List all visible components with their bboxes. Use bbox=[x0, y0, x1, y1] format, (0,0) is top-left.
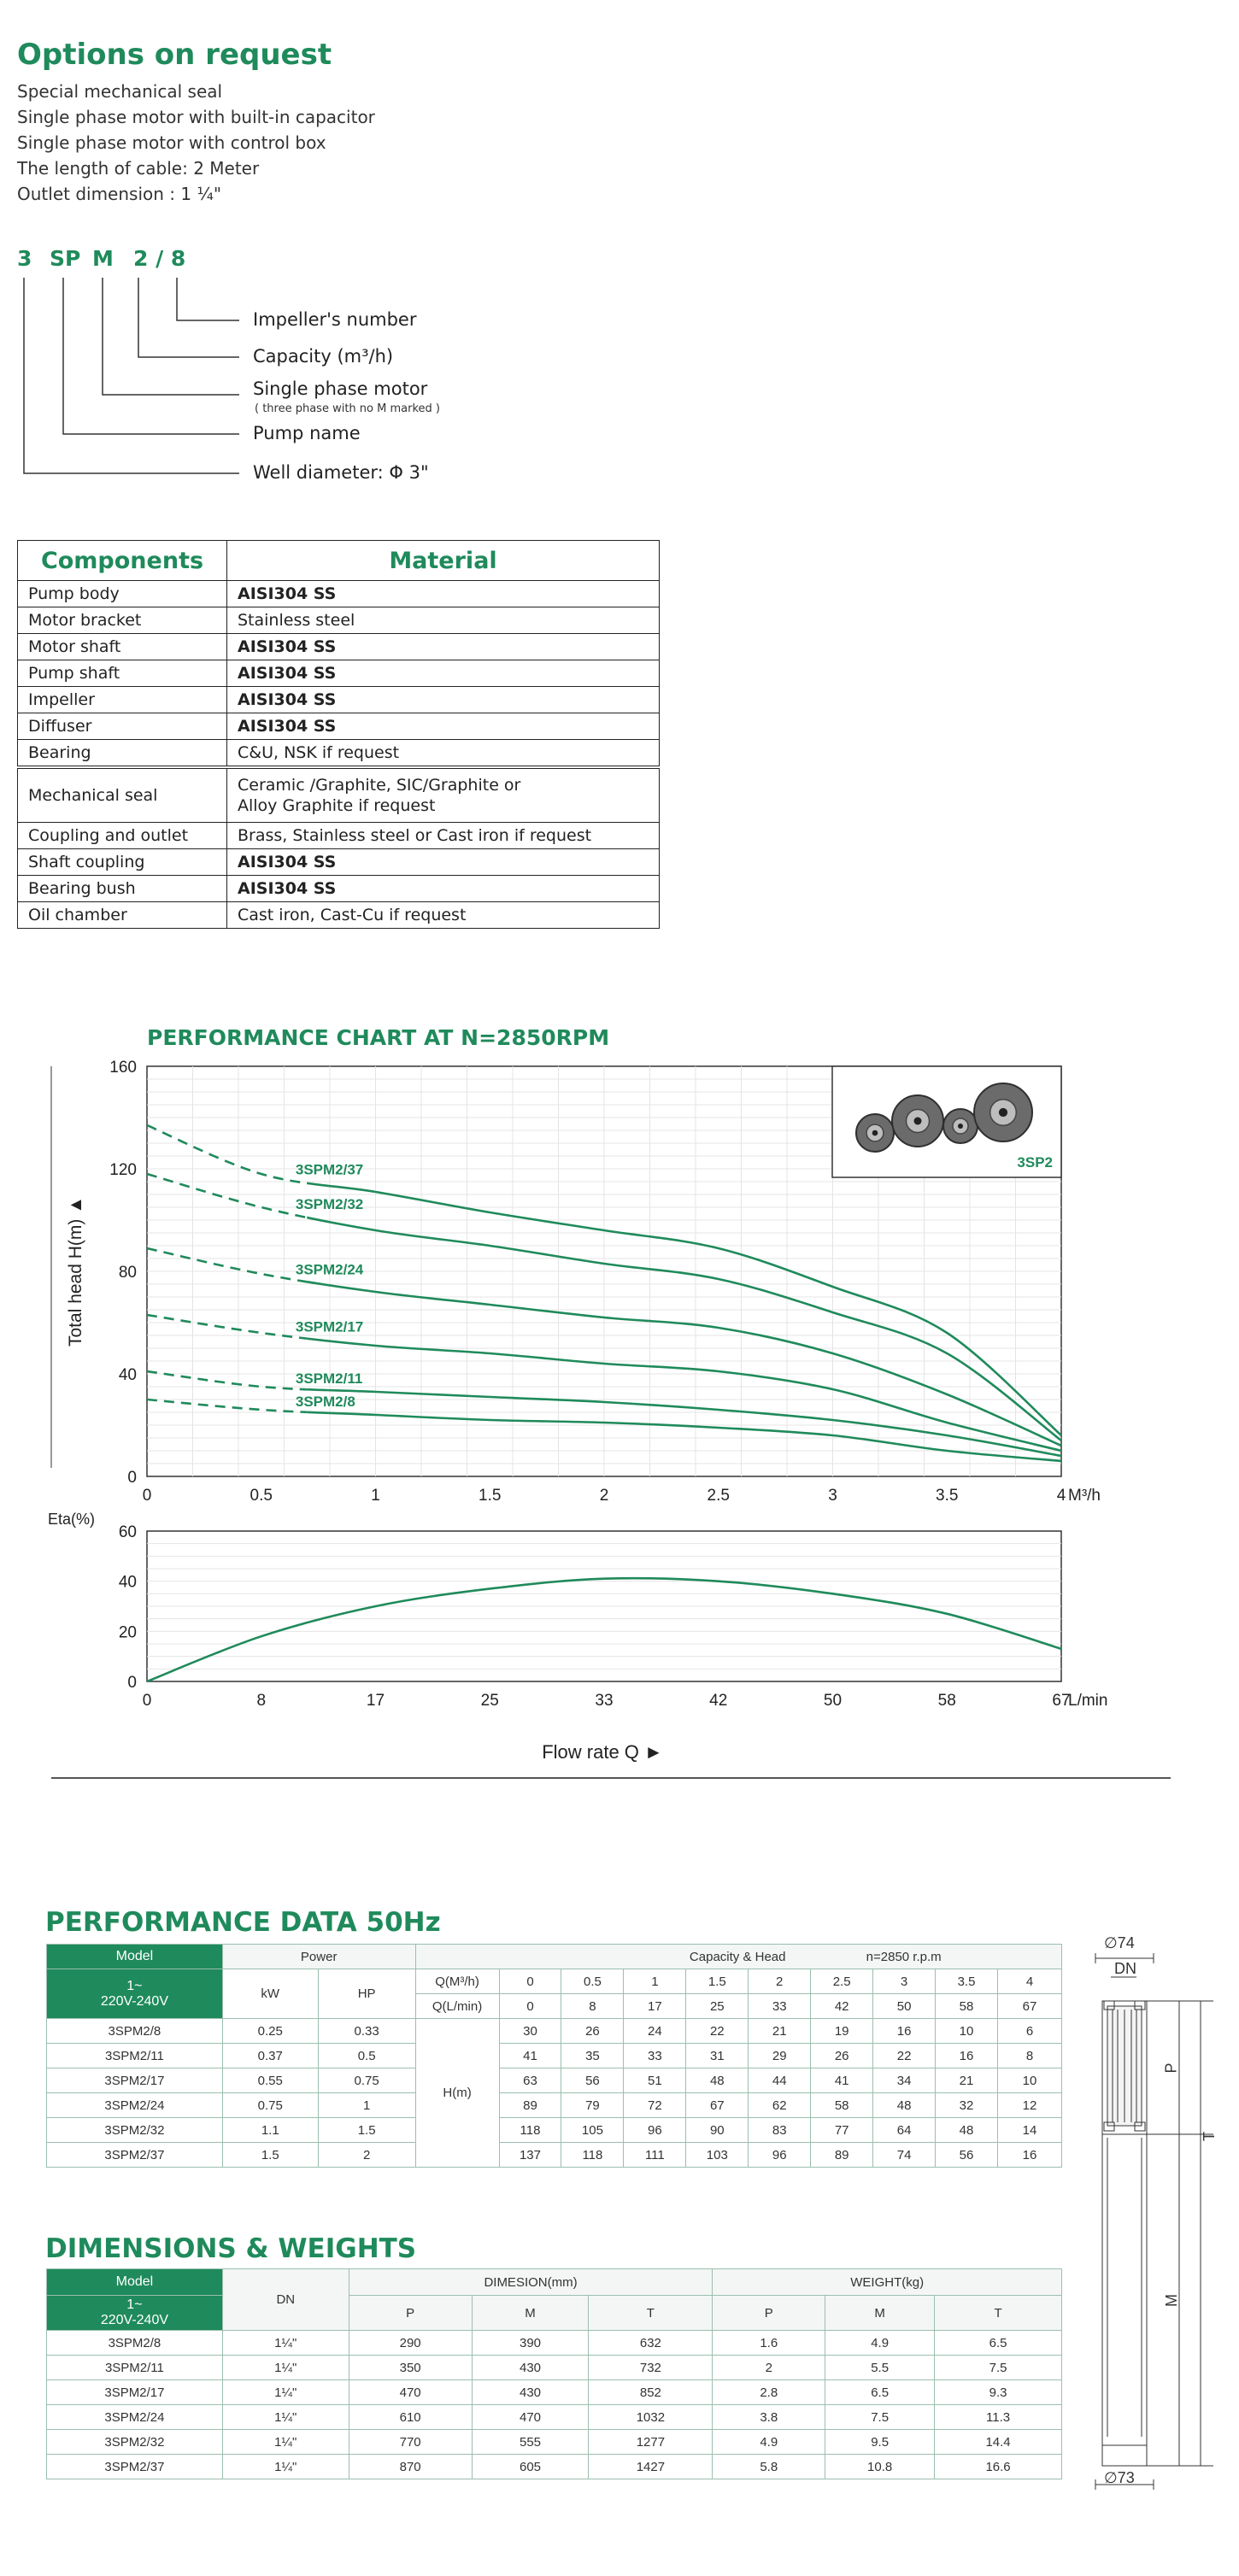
q-m3-cell: 1.5 bbox=[686, 1969, 749, 1994]
kw-cell: 1.5 bbox=[222, 2143, 318, 2168]
weight-cell: 7.5 bbox=[935, 2356, 1062, 2380]
x-tick-label: 3 bbox=[828, 1487, 837, 1505]
dim-col-t: T bbox=[589, 2296, 713, 2331]
model-cell: 3SPM2/17 bbox=[47, 2380, 223, 2405]
code-pump: SP bbox=[50, 246, 81, 271]
dimension-cell: 1427 bbox=[589, 2455, 713, 2479]
head-cell: 63 bbox=[499, 2068, 561, 2093]
model-cell: 3SPM2/24 bbox=[47, 2405, 223, 2430]
q-l-cell: 58 bbox=[936, 1994, 998, 2019]
perf-table bbox=[46, 1944, 1062, 2168]
kw-cell: 0.75 bbox=[222, 2093, 318, 2118]
series-label: 3SPM2/32 bbox=[295, 1196, 364, 1213]
eta-chart bbox=[34, 1511, 1162, 1763]
head-cell: 51 bbox=[624, 2068, 686, 2093]
dimension-cell: 605 bbox=[472, 2455, 589, 2479]
dims-table bbox=[46, 2268, 1062, 2479]
component-cell: Shaft coupling bbox=[18, 849, 227, 876]
dimension-cell: 555 bbox=[472, 2430, 589, 2455]
q-l-cell: 8 bbox=[561, 1994, 624, 2019]
x-tick-label: 1 bbox=[371, 1487, 380, 1505]
material-cell: AISI304 SS bbox=[227, 581, 660, 607]
head-cell: 74 bbox=[873, 2143, 936, 2168]
y-tick-label: 40 bbox=[118, 1573, 137, 1592]
weight-cell: 3.8 bbox=[713, 2405, 825, 2430]
head-cell: 26 bbox=[561, 2019, 624, 2044]
component-cell: Diffuser bbox=[18, 713, 227, 740]
table-row bbox=[18, 902, 660, 929]
perf-power-header: Power bbox=[222, 1945, 415, 1969]
dimension-cell: 732 bbox=[589, 2356, 713, 2380]
head-cell: 10 bbox=[997, 2068, 1061, 2093]
hp-cell: 0.33 bbox=[318, 2019, 415, 2044]
series-label: 3SPM2/8 bbox=[295, 1393, 355, 1410]
head-cell: 32 bbox=[936, 2093, 998, 2118]
q-m3-cell: 2 bbox=[749, 1969, 811, 1994]
head-cell: 56 bbox=[561, 2068, 624, 2093]
head-cell: 96 bbox=[624, 2118, 686, 2143]
dimension-cell: 870 bbox=[349, 2455, 472, 2479]
bottom-diameter-label: ∅73 bbox=[1104, 2469, 1135, 2486]
model-cell: 3SPM2/11 bbox=[47, 2044, 223, 2068]
material-cell: Brass, Stainless steel or Cast iron if request bbox=[227, 823, 660, 849]
table-row bbox=[47, 2380, 1062, 2405]
hp-header: HP bbox=[318, 1969, 415, 2019]
head-cell: 10 bbox=[936, 2019, 998, 2044]
model-code-diagram bbox=[0, 239, 598, 496]
head-cell: 48 bbox=[873, 2093, 936, 2118]
weight-cell: 2.8 bbox=[713, 2380, 825, 2405]
kw-cell: 0.25 bbox=[222, 2019, 318, 2044]
weight-cell: 4.9 bbox=[825, 2331, 935, 2356]
kw-header: kW bbox=[222, 1969, 318, 2019]
material-cell: AISI304 SS bbox=[227, 713, 660, 740]
x-tick-label: 67 bbox=[1052, 1692, 1071, 1710]
head-cell: 35 bbox=[561, 2044, 624, 2068]
head-cell: 8 bbox=[997, 2044, 1061, 2068]
weight-col-t: T bbox=[935, 2296, 1062, 2331]
head-cell: 16 bbox=[997, 2143, 1061, 2168]
q-m3-cell: 0 bbox=[499, 1969, 561, 1994]
t-label: T bbox=[1201, 2132, 1218, 2141]
weight-cell: 14.4 bbox=[935, 2430, 1062, 2455]
component-cell: Impeller bbox=[18, 687, 227, 713]
head-cell: 64 bbox=[873, 2118, 936, 2143]
table-row bbox=[47, 2455, 1062, 2479]
series-label: 3SPM2/24 bbox=[295, 1261, 364, 1278]
impeller-bore bbox=[914, 1118, 922, 1125]
table-row bbox=[47, 2405, 1062, 2430]
perf-table-body bbox=[47, 2019, 1062, 2168]
y-tick-label: 160 bbox=[109, 1059, 137, 1077]
dims-table-body bbox=[47, 2331, 1062, 2479]
table-row bbox=[47, 2331, 1062, 2356]
q-m3-cell: 4 bbox=[997, 1969, 1061, 1994]
x-axis-unit: M³/h bbox=[1068, 1487, 1101, 1505]
head-cell: 21 bbox=[749, 2019, 811, 2044]
x-tick-label: 0 bbox=[142, 1487, 152, 1505]
material-cell: Cast iron, Cast-Cu if request bbox=[227, 902, 660, 929]
y-tick-label: 0 bbox=[127, 1469, 137, 1487]
model-cell: 3SPM2/24 bbox=[47, 2093, 223, 2118]
weight-cell: 5.5 bbox=[825, 2356, 935, 2380]
dimension-cell: 350 bbox=[349, 2356, 472, 2380]
x-tick-label: 0 bbox=[142, 1692, 152, 1710]
hp-cell: 0.5 bbox=[318, 2044, 415, 2068]
series-label: 3SPM2/37 bbox=[295, 1161, 364, 1178]
code-motor: M bbox=[92, 246, 114, 271]
head-cell: 118 bbox=[499, 2118, 561, 2143]
y-tick-label: 20 bbox=[118, 1623, 137, 1642]
head-cell: 44 bbox=[749, 2068, 811, 2093]
q-l-cell: 67 bbox=[997, 1994, 1061, 2019]
pump-dimension-drawing bbox=[1085, 1933, 1230, 2497]
m-label: M bbox=[1163, 2294, 1180, 2307]
option-line: Outlet dimension : 1 ¼" bbox=[17, 184, 222, 204]
head-cell: 56 bbox=[936, 2143, 998, 2168]
head-cell: 105 bbox=[561, 2118, 624, 2143]
label-well: Well diameter: Φ 3" bbox=[253, 462, 429, 483]
perf-title: PERFORMANCE DATA 50Hz bbox=[45, 1907, 441, 1938]
q-m3-cell: 3 bbox=[873, 1969, 936, 1994]
dn-cell: 1¼" bbox=[222, 2380, 349, 2405]
component-cell: Pump shaft bbox=[18, 660, 227, 687]
material-cell: Ceramic /Graphite, SIC/Graphite or Alloy Graphite if request bbox=[227, 767, 660, 823]
table-row bbox=[47, 2044, 1062, 2068]
hm-label: H(m) bbox=[415, 2019, 499, 2168]
option-line: Single phase motor with built-in capacitor bbox=[17, 107, 375, 127]
top-diameter-label: ∅74 bbox=[1104, 1934, 1135, 1951]
table-row bbox=[47, 2019, 1062, 2044]
head-cell: 12 bbox=[997, 2093, 1061, 2118]
component-cell: Bearing bush bbox=[18, 876, 227, 902]
head-cell: 90 bbox=[686, 2118, 749, 2143]
head-cell: 30 bbox=[499, 2019, 561, 2044]
x-tick-label: 42 bbox=[709, 1692, 728, 1710]
perf-model-header: Model bbox=[47, 1945, 223, 1969]
table-row bbox=[18, 823, 660, 849]
x-tick-label: 4 bbox=[1056, 1487, 1066, 1505]
table-row bbox=[18, 581, 660, 607]
model-cell: 3SPM2/17 bbox=[47, 2068, 223, 2093]
y-tick-label: 40 bbox=[118, 1366, 137, 1384]
material-cell: AISI304 SS bbox=[227, 849, 660, 876]
material-cell: AISI304 SS bbox=[227, 687, 660, 713]
x-axis-unit: L/min bbox=[1068, 1692, 1108, 1710]
q-l-cell: 33 bbox=[749, 1994, 811, 2019]
head-cell: 19 bbox=[811, 2019, 873, 2044]
chart-divider bbox=[51, 1777, 1171, 1779]
kw-cell: 1.1 bbox=[222, 2118, 318, 2143]
head-cell: 83 bbox=[749, 2118, 811, 2143]
phase-label: 1~ bbox=[126, 2297, 143, 2312]
dimension-cell: 430 bbox=[472, 2356, 589, 2380]
x-tick-label: 2 bbox=[599, 1487, 609, 1505]
head-cell: 33 bbox=[624, 2044, 686, 2068]
x-tick-label: 25 bbox=[480, 1692, 499, 1710]
dn-cell: 1¼" bbox=[222, 2356, 349, 2380]
dn-cell: 1¼" bbox=[222, 2331, 349, 2356]
dn-label: DN bbox=[1114, 1960, 1136, 1977]
series-label: 3SPM2/11 bbox=[295, 1370, 363, 1387]
x-tick-label: 33 bbox=[595, 1692, 614, 1710]
q-l-cell: 25 bbox=[686, 1994, 749, 2019]
y-axis-label: Eta(%) bbox=[48, 1511, 96, 1528]
x-tick-label: 3.5 bbox=[936, 1487, 959, 1505]
table-row bbox=[18, 767, 660, 823]
weight-cell: 10.8 bbox=[825, 2455, 935, 2479]
material-cell: AISI304 SS bbox=[227, 634, 660, 660]
x-axis-title: Flow rate Q ► bbox=[542, 1741, 663, 1763]
dn-cell: 1¼" bbox=[222, 2430, 349, 2455]
table-row bbox=[47, 2430, 1062, 2455]
head-cell: 26 bbox=[811, 2044, 873, 2068]
component-cell: Pump body bbox=[18, 581, 227, 607]
material-cell: Stainless steel bbox=[227, 607, 660, 634]
options-list bbox=[17, 79, 375, 207]
dimension-cell: 770 bbox=[349, 2430, 472, 2455]
code-well: 3 bbox=[17, 246, 32, 271]
component-cell: Bearing bbox=[18, 740, 227, 768]
x-tick-label: 0.5 bbox=[250, 1487, 273, 1505]
chart-title: PERFORMANCE CHART AT N=2850RPM bbox=[147, 1025, 610, 1050]
head-cell: 31 bbox=[686, 2044, 749, 2068]
component-cell: Coupling and outlet bbox=[18, 823, 227, 849]
weight-cell: 1.6 bbox=[713, 2331, 825, 2356]
voltage-label: 220V-240V bbox=[100, 1993, 168, 2009]
weight-col-m: M bbox=[825, 2296, 935, 2331]
option-line: Single phase motor with control box bbox=[17, 132, 326, 153]
weight-cell: 11.3 bbox=[935, 2405, 1062, 2430]
head-cell: 58 bbox=[811, 2093, 873, 2118]
model-cell: 3SPM2/32 bbox=[47, 2118, 223, 2143]
weight-cell: 16.6 bbox=[935, 2455, 1062, 2479]
dimension-cell: 470 bbox=[349, 2380, 472, 2405]
dimension-cell: 470 bbox=[472, 2405, 589, 2430]
dim-col-p: P bbox=[349, 2296, 472, 2331]
option-line: The length of cable: 2 Meter bbox=[17, 158, 260, 179]
y-tick-label: 60 bbox=[118, 1523, 137, 1541]
y-tick-label: 0 bbox=[127, 1674, 137, 1692]
q-l-cell: 50 bbox=[873, 1994, 936, 2019]
model-cell: 3SPM2/37 bbox=[47, 2455, 223, 2479]
materials-header-components: Components bbox=[18, 541, 227, 581]
dims-title: DIMENSIONS & WEIGHTS bbox=[45, 2233, 417, 2264]
materials-table bbox=[17, 540, 660, 929]
voltage-label: 220V-240V bbox=[100, 2313, 169, 2327]
y-tick-label: 120 bbox=[109, 1161, 137, 1179]
dimension-cell: 610 bbox=[349, 2405, 472, 2430]
head-cell: 22 bbox=[686, 2019, 749, 2044]
impeller-bore bbox=[872, 1130, 878, 1136]
impeller-bore bbox=[999, 1108, 1007, 1117]
label-pump: Pump name bbox=[253, 423, 361, 443]
dn-cell: 1¼" bbox=[222, 2405, 349, 2430]
label-capacity: Capacity (m³/h) bbox=[253, 346, 394, 367]
head-cell: 79 bbox=[561, 2093, 624, 2118]
table-row bbox=[18, 607, 660, 634]
label-impeller: Impeller's number bbox=[253, 309, 417, 330]
x-tick-label: 17 bbox=[366, 1692, 385, 1710]
component-cell: Mechanical seal bbox=[18, 767, 227, 823]
weight-cell: 9.5 bbox=[825, 2430, 935, 2455]
hp-cell: 1 bbox=[318, 2093, 415, 2118]
y-tick-label: 80 bbox=[118, 1264, 137, 1282]
dimension-cell: 852 bbox=[589, 2380, 713, 2405]
table-row bbox=[18, 687, 660, 713]
head-cell: 14 bbox=[997, 2118, 1061, 2143]
table-row bbox=[47, 2356, 1062, 2380]
component-cell: Motor shaft bbox=[18, 634, 227, 660]
table-row bbox=[18, 713, 660, 740]
hp-cell: 0.75 bbox=[318, 2068, 415, 2093]
model-cell: 3SPM2/8 bbox=[47, 2019, 223, 2044]
dims-weight-header: WEIGHT(kg) bbox=[713, 2269, 1062, 2296]
component-cell: Motor bracket bbox=[18, 607, 227, 634]
table-row bbox=[47, 2118, 1062, 2143]
head-cell: 67 bbox=[686, 2093, 749, 2118]
weight-col-p: P bbox=[713, 2296, 825, 2331]
inset-label: 3SP2 bbox=[1017, 1154, 1053, 1171]
material-cell: C&U, NSK if request bbox=[227, 740, 660, 768]
options-title: Options on request bbox=[17, 38, 332, 72]
table-row bbox=[47, 2143, 1062, 2168]
table-row bbox=[18, 740, 660, 768]
phase-label: 1~ bbox=[126, 1978, 143, 1993]
table-row bbox=[47, 2068, 1062, 2093]
x-tick-label: 2.5 bbox=[707, 1487, 730, 1505]
q-m3-cell: 1 bbox=[624, 1969, 686, 1994]
model-cell: 3SPM2/37 bbox=[47, 2143, 223, 2168]
head-cell: 118 bbox=[561, 2143, 624, 2168]
head-cell: 62 bbox=[749, 2093, 811, 2118]
table-row bbox=[18, 634, 660, 660]
head-cell: 72 bbox=[624, 2093, 686, 2118]
weight-cell: 2 bbox=[713, 2356, 825, 2380]
speed-label: n=2850 r.p.m bbox=[866, 1949, 942, 1964]
head-cell: 77 bbox=[811, 2118, 873, 2143]
hp-cell: 1.5 bbox=[318, 2118, 415, 2143]
dimension-cell: 290 bbox=[349, 2331, 472, 2356]
weight-cell: 9.3 bbox=[935, 2380, 1062, 2405]
table-row bbox=[18, 876, 660, 902]
head-cell: 41 bbox=[811, 2068, 873, 2093]
head-cell: 48 bbox=[686, 2068, 749, 2093]
x-tick-label: 1.5 bbox=[479, 1487, 502, 1505]
head-chart bbox=[34, 1051, 1162, 1529]
dimension-cell: 1277 bbox=[589, 2430, 713, 2455]
code-connector-lines bbox=[0, 239, 598, 496]
weight-cell: 7.5 bbox=[825, 2405, 935, 2430]
head-cell: 48 bbox=[936, 2118, 998, 2143]
pump-drawing-lines bbox=[1085, 1933, 1230, 2497]
head-cell: 137 bbox=[499, 2143, 561, 2168]
material-cell: AISI304 SS bbox=[227, 876, 660, 902]
p-label: P bbox=[1162, 2063, 1180, 2074]
head-cell: 21 bbox=[936, 2068, 998, 2093]
material-cell: AISI304 SS bbox=[227, 660, 660, 687]
weight-cell: 6.5 bbox=[935, 2331, 1062, 2356]
x-tick-label: 58 bbox=[937, 1692, 956, 1710]
dimension-cell: 632 bbox=[589, 2331, 713, 2356]
head-cell: 29 bbox=[749, 2044, 811, 2068]
kw-cell: 0.37 bbox=[222, 2044, 318, 2068]
head-cell: 16 bbox=[873, 2019, 936, 2044]
model-cell: 3SPM2/32 bbox=[47, 2430, 223, 2455]
dimension-cell: 1032 bbox=[589, 2405, 713, 2430]
head-cell: 89 bbox=[499, 2093, 561, 2118]
head-cell: 24 bbox=[624, 2019, 686, 2044]
q-m3-cell: 2.5 bbox=[811, 1969, 873, 1994]
q-m3-cell: 3.5 bbox=[936, 1969, 998, 1994]
q-l-cell: 42 bbox=[811, 1994, 873, 2019]
dimension-cell: 430 bbox=[472, 2380, 589, 2405]
head-cell: 103 bbox=[686, 2143, 749, 2168]
materials-header-material: Material bbox=[227, 541, 660, 581]
component-cell: Oil chamber bbox=[18, 902, 227, 929]
q-l-header: Q(L/min) bbox=[415, 1994, 499, 2019]
weight-cell: 4.9 bbox=[713, 2430, 825, 2455]
dimension-cell: 390 bbox=[472, 2331, 589, 2356]
model-cell: 3SPM2/11 bbox=[47, 2356, 223, 2380]
dn-cell: 1¼" bbox=[222, 2455, 349, 2479]
q-m3-cell: 0.5 bbox=[561, 1969, 624, 1994]
x-tick-label: 50 bbox=[823, 1692, 843, 1710]
dims-dn-header: DN bbox=[222, 2269, 349, 2331]
weight-cell: 6.5 bbox=[825, 2380, 935, 2405]
dim-col-m: M bbox=[472, 2296, 589, 2331]
code-capacity-impeller: 2 / 8 bbox=[133, 246, 186, 271]
head-cell: 111 bbox=[624, 2143, 686, 2168]
dims-dimension-header: DIMESION(mm) bbox=[349, 2269, 713, 2296]
x-tick-label: 8 bbox=[256, 1692, 267, 1710]
option-line: Special mechanical seal bbox=[17, 81, 223, 102]
y-axis-label: Total head H(m) ▲ bbox=[66, 1195, 85, 1347]
head-cell: 96 bbox=[749, 2143, 811, 2168]
cap-head-label: Capacity & Head bbox=[689, 1949, 786, 1964]
perf-phase-voltage bbox=[47, 1969, 223, 2019]
head-cell: 22 bbox=[873, 2044, 936, 2068]
perf-caphead-header bbox=[415, 1945, 1061, 1969]
head-cell: 89 bbox=[811, 2143, 873, 2168]
hp-cell: 2 bbox=[318, 2143, 415, 2168]
head-cell: 34 bbox=[873, 2068, 936, 2093]
label-motor: Single phase motor bbox=[253, 378, 428, 399]
weight-cell: 5.8 bbox=[713, 2455, 825, 2479]
table-row bbox=[18, 849, 660, 876]
kw-cell: 0.55 bbox=[222, 2068, 318, 2093]
head-cell: 6 bbox=[997, 2019, 1061, 2044]
q-l-cell: 0 bbox=[499, 1994, 561, 2019]
impeller-bore bbox=[958, 1124, 963, 1129]
head-cell: 16 bbox=[936, 2044, 998, 2068]
head-cell: 41 bbox=[499, 2044, 561, 2068]
q-l-cell: 17 bbox=[624, 1994, 686, 2019]
series-label: 3SPM2/17 bbox=[295, 1318, 364, 1335]
dims-phase-voltage bbox=[47, 2296, 223, 2331]
dims-model-header: Model bbox=[47, 2269, 223, 2296]
table-row bbox=[47, 2093, 1062, 2118]
q-m3-header: Q(M³/h) bbox=[415, 1969, 499, 1994]
label-motor-note: ( three phase with no M marked ) bbox=[255, 402, 440, 415]
table-row bbox=[18, 660, 660, 687]
model-cell: 3SPM2/8 bbox=[47, 2331, 223, 2356]
